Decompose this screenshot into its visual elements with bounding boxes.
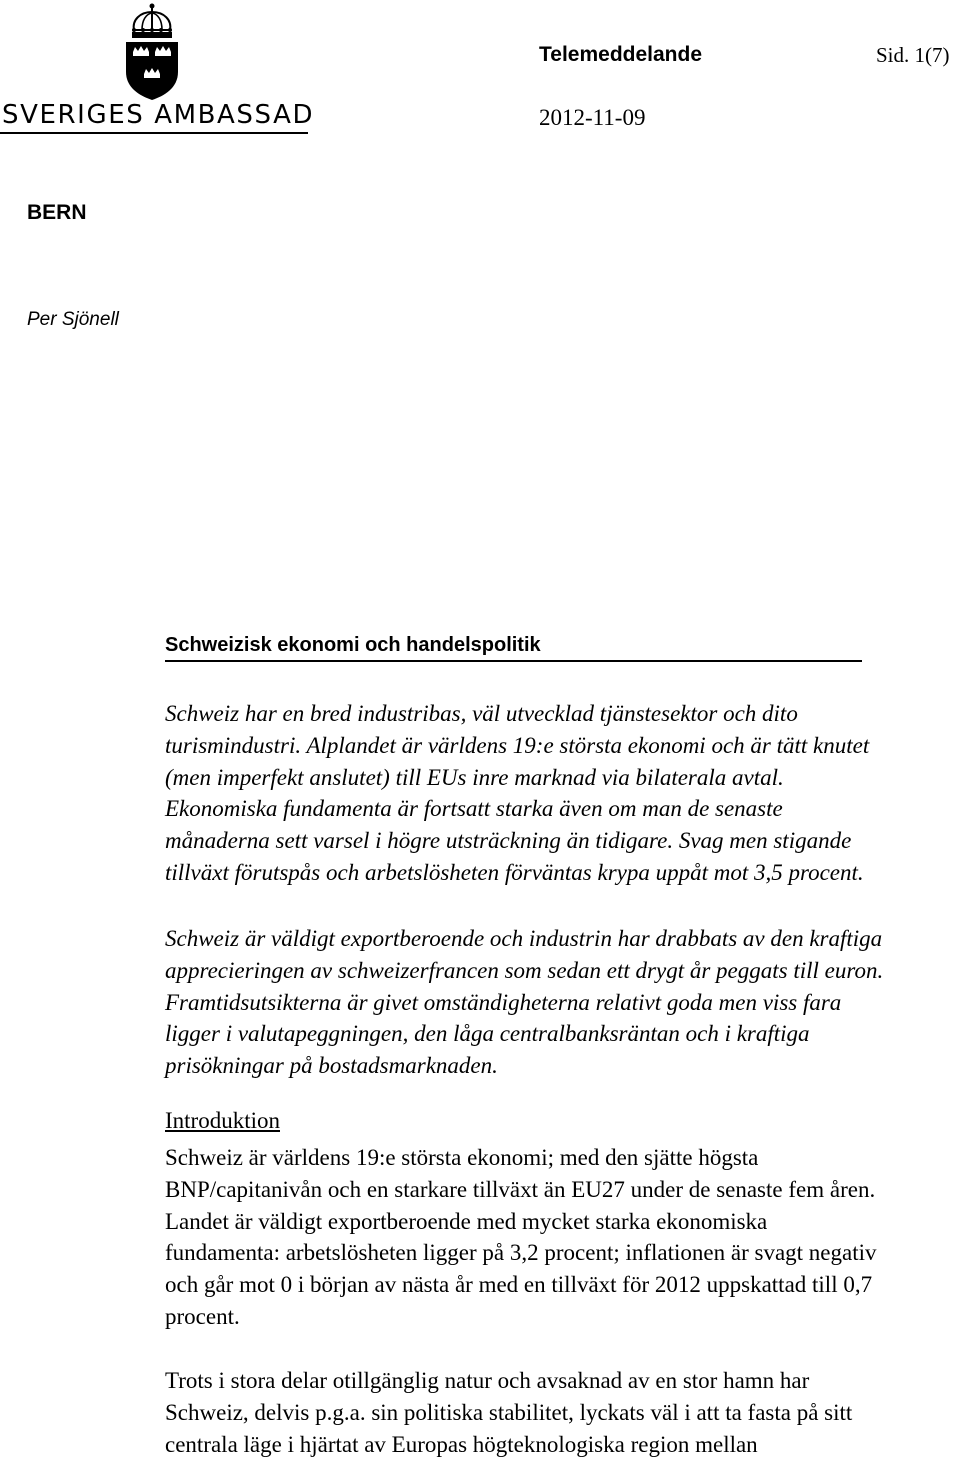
- document-type: Telemeddelande: [539, 43, 702, 66]
- heading-rule: [165, 660, 862, 662]
- summary-paragraph: Schweiz har en bred industribas, väl utvecklad tjänstesektor och dito turismindustri. Alplandet är världens 19:e största ekonomi och är tätt knutet (men imperfekt anslutet) till EUs inre marknad via bilaterala avtal. Ekonomiska fundamenta är fortsatt starka även om man de senaste månaderna sett varsel i högre utsträckning än tidigare. Svag men stigande tillväxt förutspås och arbetslösheten förväntas krypa uppåt mot 3,5 procent.: [165, 701, 870, 885]
- section-heading: Schweizisk ekonomi och handelspolitik: [165, 634, 541, 656]
- swedish-crown-shield-icon: [120, 2, 184, 102]
- summary-paragraph: Schweiz är väldigt exportberoende och industrin har drabbats av den kraftiga apprecieringen av schweizerfrancen som sedan ett drygt år peggats till euron. Framtidsutsikterna är givet omständigheterna relativt goda men viss fara ligger i valutapeggningen, den låga centralbanksräntan och i kraftiga prisökningar på bostadsmarknaden.: [165, 926, 884, 1079]
- author: Per Sjönell: [27, 309, 119, 330]
- logo-divider: [0, 132, 308, 134]
- body-paragraph: Trots i stora delar otillgänglig natur och avsaknad av en stor hamn har Schweiz, delvis p.g.a. sin politiska stabilitet, lyckats väl i att ta fasta på sitt centrala läge i hjärtat av Europas högteknologiska region mellan: [165, 1368, 853, 1457]
- page-number: Sid. 1(7): [876, 43, 950, 67]
- logo-text: SVERIGES AMBASSAD: [2, 100, 315, 130]
- document-date: 2012-11-09: [539, 105, 646, 130]
- location: BERN: [27, 201, 87, 224]
- introduction-heading: Introduktion: [165, 1108, 280, 1133]
- body-paragraph: Schweiz är världens 19:e största ekonomi; med den sjätte högsta BNP/capitanivån och en starkare tillväxt än EU27 under de senaste fem åren. Landet är väldigt exportberoende med mycket starka ekonomiska fundamenta: arbetslösheten ligger på 3,2 procent; inflationen är svagt negativ och går mot 0 i början av nästa år med en tillväxt för 2012 uppskattad till 0,7 procent.: [165, 1145, 877, 1329]
